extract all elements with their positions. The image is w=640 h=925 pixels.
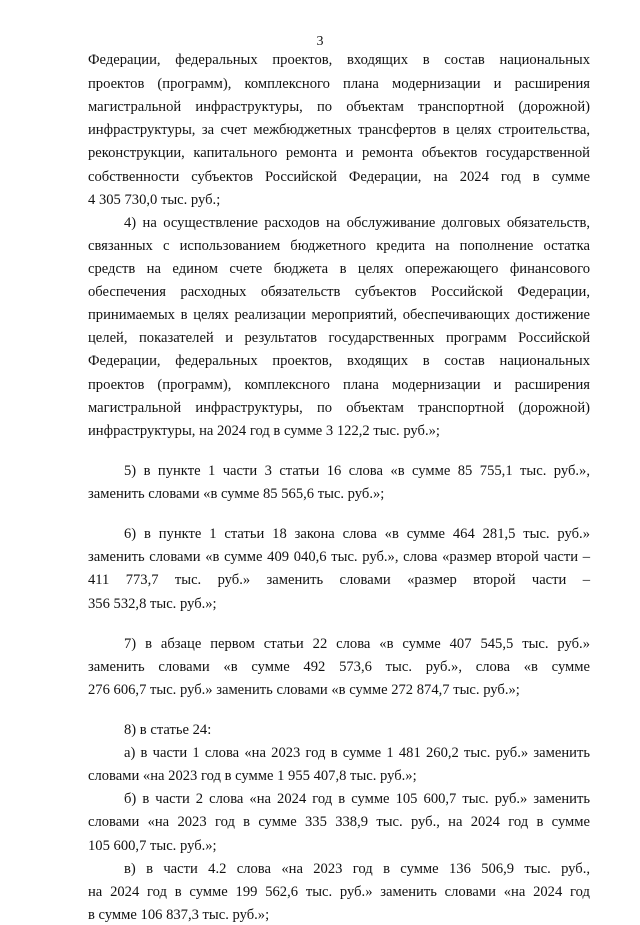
text-line: инфраструктуры, за счет межбюджетных трансфертов в целях строительства, bbox=[88, 122, 590, 138]
text-line: а) в части 1 слова «на 2023 год в сумме 1 481 260,2 тыс. руб.» заменить bbox=[124, 745, 590, 761]
text-line: словами «на 2023 год в сумме 1 955 407,8 тыс. руб.»; bbox=[88, 768, 417, 784]
text-line: обеспечения расходных обязательств субъектов Российской Федерации, bbox=[88, 284, 590, 300]
text-line: б) в части 2 слова «на 2024 год в сумме 105 600,7 тыс. руб.» заменить bbox=[124, 791, 590, 807]
text-line: заменить словами «в сумме 85 565,6 тыс. руб.»; bbox=[88, 486, 385, 502]
text-line: магистральной инфраструктуры, по объектам транспортной (дорожной) bbox=[88, 99, 590, 115]
text-line: Федерации, федеральных проектов, входящих в состав национальных bbox=[88, 52, 590, 68]
text-line: 411 773,7 тыс. руб.» заменить словами «размер второй части – bbox=[88, 572, 590, 588]
text-line: 7) в абзаце первом статьи 22 слова «в сумме 407 545,5 тыс. руб.» bbox=[124, 636, 590, 652]
text-line: 105 600,7 тыс. руб.»; bbox=[88, 838, 217, 854]
text-line: 4 305 730,0 тыс. руб.; bbox=[88, 192, 221, 208]
text-line: реконструкции, капитального ремонта и ремонта объектов государственной bbox=[88, 145, 590, 161]
text-line: 6) в пункте 1 статьи 18 закона слова «в сумме 464 281,5 тыс. руб.» bbox=[124, 526, 590, 542]
text-line: проектов (программ), комплексного плана модернизации и расширения bbox=[88, 76, 590, 92]
text-line: заменить словами «в сумме 492 573,6 тыс. руб.», слова «в сумме bbox=[88, 659, 590, 675]
text-line: связанных с использованием бюджетного кредита на пополнение остатка bbox=[88, 238, 590, 254]
page-number: 3 bbox=[316, 34, 324, 49]
text-line: принимаемых в целях реализации мероприятий, обеспечивающих достижение bbox=[88, 307, 590, 323]
text-line: 356 532,8 тыс. руб.»; bbox=[88, 596, 217, 612]
text-line: на 2024 год в сумме 199 562,6 тыс. руб.» заменить словами «на 2024 год bbox=[88, 884, 590, 900]
text-line: заменить словами «в сумме 409 040,6 тыс. руб.», слова «размер второй части – bbox=[88, 549, 590, 565]
text-line: в) в части 4.2 слова «на 2023 год в сумме 136 506,9 тыс. руб., bbox=[124, 861, 590, 877]
text-line: словами «на 2023 год в сумме 335 338,9 тыс. руб., на 2024 год в сумме bbox=[88, 814, 590, 830]
text-line: в сумме 106 837,3 тыс. руб.»; bbox=[88, 907, 270, 923]
text-line: 276 606,7 тыс. руб.» заменить словами «в сумме 272 874,7 тыс. руб.»; bbox=[88, 682, 520, 698]
text-line: средств на едином счете бюджета в целях опережающего финансового bbox=[88, 261, 590, 277]
text-line: магистральной инфраструктуры, по объектам транспортной (дорожной) bbox=[88, 400, 590, 416]
text-line: проектов (программ), комплексного плана модернизации и расширения bbox=[88, 377, 590, 393]
text-line: 4) на осуществление расходов на обслуживание долговых обязательств, bbox=[124, 215, 590, 231]
text-line: инфраструктуры, на 2024 год в сумме 3 122,2 тыс. руб.»; bbox=[88, 423, 440, 439]
text-line: собственности субъектов Российской Федерации, на 2024 год в сумме bbox=[88, 169, 590, 185]
text-line: 8) в статье 24: bbox=[124, 722, 212, 738]
text-line: целей, показателей и результатов государственных программ Российской bbox=[88, 330, 590, 346]
text-line: Федерации, федеральных проектов, входящих в состав национальных bbox=[88, 353, 590, 369]
text-line: 5) в пункте 1 части 3 статьи 16 слова «в сумме 85 755,1 тыс. руб.», bbox=[124, 463, 590, 479]
